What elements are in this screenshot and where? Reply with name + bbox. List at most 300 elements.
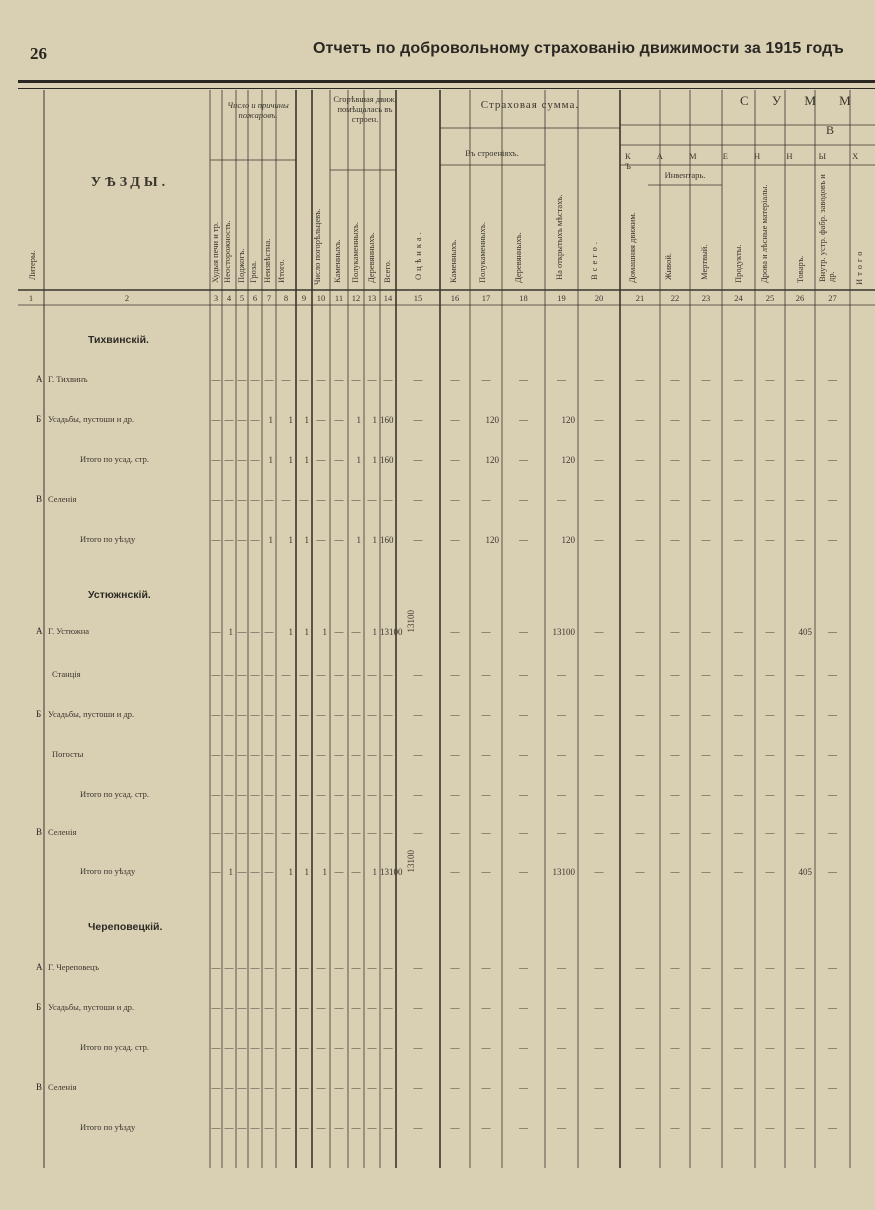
table-cell: 160 xyxy=(380,415,394,425)
row-label: Итого по усад. стр. xyxy=(80,789,150,799)
table-cell: — xyxy=(334,867,344,877)
table-cell: — xyxy=(635,963,645,973)
table-cell: — xyxy=(765,535,775,545)
header-fire-cause-4: Неизвѣстна. xyxy=(262,238,272,283)
table-cell: — xyxy=(211,790,221,800)
table-cell: 1 xyxy=(322,627,327,637)
column-number: 23 xyxy=(701,293,711,303)
table-cell: — xyxy=(316,455,326,465)
table-cell: — xyxy=(795,415,805,425)
table-cell: — xyxy=(701,710,711,720)
table-cell: — xyxy=(765,710,775,720)
table-cell: — xyxy=(334,535,344,545)
column-number: 20 xyxy=(594,293,604,303)
table-cell: — xyxy=(316,415,326,425)
table-cell: — xyxy=(450,415,460,425)
table-cell: — xyxy=(557,375,566,385)
table-cell: — xyxy=(635,1123,645,1133)
column-number: 15 xyxy=(413,293,423,303)
row-label: Г. Тихвинъ xyxy=(48,374,88,384)
table-cell: — xyxy=(670,495,680,505)
running-title: Отчетъ по добровольному страхованію движимости за 1915 годъ xyxy=(313,40,844,57)
row-label: Усадьбы, пустоши и др. xyxy=(48,414,135,424)
column-number: 13 xyxy=(367,293,377,303)
table-cell: — xyxy=(450,1083,460,1093)
table-cell: — xyxy=(334,627,344,637)
table-cell: — xyxy=(701,1043,711,1053)
row-letter: А xyxy=(36,626,43,636)
table-cell: — xyxy=(594,710,604,720)
table-cell: — xyxy=(413,535,423,545)
header-fire-cause-0: Худыя печи и тр. xyxy=(210,221,220,283)
header-fire-cause-5: Итого. xyxy=(276,259,286,283)
table-cell: — xyxy=(734,1003,743,1013)
table-cell: — xyxy=(670,455,680,465)
row-label: Селенія xyxy=(48,1082,77,1092)
table-cell: 13100 xyxy=(406,850,416,873)
table-cell: — xyxy=(450,1123,460,1133)
table-cell: — xyxy=(450,867,460,877)
table-cell: 1 xyxy=(288,535,293,545)
table-cell: — xyxy=(481,790,491,800)
table-cell: — xyxy=(635,1083,645,1093)
table-cell: — xyxy=(519,750,528,760)
table-cell: — xyxy=(557,1043,566,1053)
table-cell: — xyxy=(594,1043,604,1053)
table-cell: — xyxy=(701,627,711,637)
table-cell: — xyxy=(351,1043,361,1053)
table-cell: — xyxy=(299,963,309,973)
table-cell: — xyxy=(316,535,326,545)
table-cell: — xyxy=(383,750,393,760)
table-cell: — xyxy=(701,790,711,800)
table-cell: — xyxy=(367,670,377,680)
table-cell: — xyxy=(224,1043,234,1053)
table-cell: 1 xyxy=(304,455,309,465)
table-cell: — xyxy=(211,828,221,838)
table-cell: — xyxy=(250,455,260,465)
column-number: 2 xyxy=(124,293,130,303)
table-cell: — xyxy=(701,963,711,973)
table-cell: 13100 xyxy=(380,627,403,637)
table-cell: — xyxy=(519,535,528,545)
column-number: 4 xyxy=(226,293,232,303)
column-number: 8 xyxy=(283,293,289,303)
table-cell: — xyxy=(237,1083,247,1093)
column-number: 7 xyxy=(266,293,272,303)
header-products: Продукты. xyxy=(733,244,743,283)
table-cell: — xyxy=(635,828,645,838)
district-heading: Тихвинскій. xyxy=(88,334,149,346)
table-cell: — xyxy=(264,963,274,973)
column-number: 10 xyxy=(316,293,326,303)
table-cell: — xyxy=(413,1083,423,1093)
table-cell: — xyxy=(481,1043,491,1053)
table-cell: — xyxy=(299,1123,309,1133)
table-cell: — xyxy=(264,828,274,838)
table-cell: — xyxy=(795,535,805,545)
table-cell: — xyxy=(765,415,775,425)
table-cell: — xyxy=(635,495,645,505)
table-cell: — xyxy=(481,867,491,877)
table-cell: — xyxy=(224,455,234,465)
table-cell: — xyxy=(264,375,274,385)
table-cell: 1 xyxy=(372,627,377,637)
table-cell: — xyxy=(334,1003,344,1013)
table-cell: — xyxy=(734,670,743,680)
table-cell: — xyxy=(211,670,221,680)
table-cell: — xyxy=(224,375,234,385)
table-cell: — xyxy=(413,828,423,838)
table-cell: — xyxy=(734,1123,743,1133)
header-assessment: Оцѣнка. xyxy=(413,229,423,280)
header-uezdy: УѢЗДЫ. xyxy=(90,175,170,190)
table-cell: — xyxy=(734,1043,743,1053)
table-cell: — xyxy=(765,750,775,760)
table-cell: 405 xyxy=(798,627,812,637)
table-cell: — xyxy=(211,1043,221,1053)
table-cell: — xyxy=(557,495,566,505)
table-cell: 405 xyxy=(798,867,812,877)
column-number: 22 xyxy=(670,293,680,303)
table-cell: 120 xyxy=(485,455,499,465)
table-cell: — xyxy=(828,455,837,465)
table-cell: — xyxy=(828,1083,837,1093)
table-cell: 1 xyxy=(304,627,309,637)
column-number: 21 xyxy=(635,293,645,303)
table-cell: — xyxy=(367,750,377,760)
table-cell: — xyxy=(224,750,234,760)
table-cell: — xyxy=(828,750,837,760)
header-factory: Внутр. устр. фабр. заводовъ и др. xyxy=(817,174,836,282)
table-cell: — xyxy=(224,963,234,973)
table-cell: — xyxy=(635,790,645,800)
table-cell: — xyxy=(594,670,604,680)
table-cell: — xyxy=(734,963,743,973)
table-cell: — xyxy=(481,1123,491,1133)
table-cell: — xyxy=(635,750,645,760)
table-cell: — xyxy=(264,750,274,760)
table-cell: — xyxy=(237,963,247,973)
table-cell: — xyxy=(701,495,711,505)
table-cell: — xyxy=(519,495,528,505)
table-cell: 1 xyxy=(268,535,273,545)
table-cell: — xyxy=(383,495,393,505)
header-victims: Число погорѣльцевъ. xyxy=(312,208,322,285)
table-cell: — xyxy=(670,750,680,760)
table-cell: — xyxy=(250,790,260,800)
table-cell: — xyxy=(635,867,645,877)
table-cell: — xyxy=(670,415,680,425)
table-cell: — xyxy=(264,867,274,877)
table-cell: — xyxy=(281,1123,291,1133)
header-burnt-type-1: Полукаменныхъ. xyxy=(350,222,360,283)
table-cell: — xyxy=(519,627,528,637)
table-cell: — xyxy=(557,790,566,800)
header-open-places: На открытыхъ мѣстахъ. xyxy=(554,194,564,280)
table-cell: — xyxy=(264,1083,274,1093)
table-cell: — xyxy=(594,627,604,637)
table-cell: — xyxy=(351,627,361,637)
table-cell: 120 xyxy=(485,535,499,545)
table-cell: — xyxy=(701,670,711,680)
table-cell: — xyxy=(316,670,326,680)
row-label: Усадьбы, пустоши и др. xyxy=(48,709,135,719)
table-cell: — xyxy=(264,1003,274,1013)
table-cell: — xyxy=(734,627,743,637)
table-cell: — xyxy=(765,828,775,838)
header-inventory-dead: Мертвый. xyxy=(699,244,709,280)
table-cell: — xyxy=(224,535,234,545)
table-cell: — xyxy=(701,535,711,545)
table-cell: — xyxy=(670,963,680,973)
table-cell: — xyxy=(211,535,221,545)
column-number: 14 xyxy=(383,293,393,303)
table-cell: — xyxy=(413,455,423,465)
table-cell: — xyxy=(211,627,221,637)
header-fire-cause-1: Неосторожность. xyxy=(222,220,232,283)
table-cell: 1 xyxy=(228,867,233,877)
table-cell: 13100 xyxy=(552,627,575,637)
table-cell: — xyxy=(237,670,247,680)
table-cell: — xyxy=(281,828,291,838)
table-cell: — xyxy=(250,867,260,877)
table-cell: — xyxy=(519,828,528,838)
table-cell: — xyxy=(734,535,743,545)
column-number: 17 xyxy=(481,293,491,303)
table-cell: — xyxy=(765,670,775,680)
table-cell: — xyxy=(351,1123,361,1133)
table-cell: — xyxy=(450,1043,460,1053)
table-cell: — xyxy=(211,867,221,877)
table-cell: — xyxy=(450,495,460,505)
table-cell: — xyxy=(299,1043,309,1053)
table-cell: — xyxy=(828,828,837,838)
table-cell: — xyxy=(413,1043,423,1053)
table-cell: — xyxy=(519,1043,528,1053)
row-label: Итого по уѣзду xyxy=(80,534,136,544)
table-cell: — xyxy=(828,710,837,720)
header-building-type-1: Полукаменныхъ. xyxy=(477,222,487,283)
table-cell: — xyxy=(211,963,221,973)
table-cell: — xyxy=(795,375,805,385)
table-cell: — xyxy=(519,1123,528,1133)
table-cell: — xyxy=(828,495,837,505)
table-cell: — xyxy=(450,535,460,545)
table-cell: — xyxy=(351,867,361,877)
table-cell: — xyxy=(519,375,528,385)
table-cell: — xyxy=(237,627,247,637)
column-number: 3 xyxy=(213,293,219,303)
row-letter: Б xyxy=(36,1002,42,1012)
table-cell: — xyxy=(367,790,377,800)
table-cell: 1 xyxy=(288,867,293,877)
row-label: Г. Устюжна xyxy=(48,626,90,636)
table-cell: — xyxy=(557,710,566,720)
table-cell: — xyxy=(367,1003,377,1013)
table-cell: — xyxy=(367,1043,377,1053)
column-number: 6 xyxy=(252,293,258,303)
table-cell: — xyxy=(334,495,344,505)
column-number: 27 xyxy=(828,293,837,303)
table-cell: — xyxy=(635,670,645,680)
table-cell: — xyxy=(670,1003,680,1013)
table-cell: — xyxy=(211,495,221,505)
table-cell: — xyxy=(635,627,645,637)
row-letter: Б xyxy=(36,414,42,424)
row-label: Погосты xyxy=(52,749,84,759)
table-cell: — xyxy=(211,415,221,425)
table-cell: — xyxy=(367,828,377,838)
row-letter: А xyxy=(36,374,43,384)
column-number: 24 xyxy=(734,293,743,303)
column-number: 9 xyxy=(301,293,307,303)
table-cell: — xyxy=(795,670,805,680)
table-cell: — xyxy=(281,670,291,680)
table-cell: — xyxy=(481,627,491,637)
table-cell: — xyxy=(765,1083,775,1093)
row-label: Станція xyxy=(52,669,81,679)
table-cell: — xyxy=(250,828,260,838)
row-label: Селенія xyxy=(48,494,77,504)
header-inventory: Инвентарь. xyxy=(664,170,706,180)
table-cell: — xyxy=(701,455,711,465)
table-cell: — xyxy=(281,963,291,973)
table-cell: — xyxy=(519,670,528,680)
table-cell: — xyxy=(316,963,326,973)
table-cell: — xyxy=(383,828,393,838)
table-cell: — xyxy=(481,828,491,838)
header-inventory-live: Живой. xyxy=(663,252,673,280)
table-cell: 1 xyxy=(356,535,361,545)
column-number: 11 xyxy=(334,293,344,303)
table-cell: — xyxy=(594,750,604,760)
table-cell: — xyxy=(828,670,837,680)
table-cell: — xyxy=(413,963,423,973)
table-cell: — xyxy=(795,1123,805,1133)
table-cell: — xyxy=(701,375,711,385)
table-cell: — xyxy=(334,375,344,385)
table-cell: — xyxy=(594,790,604,800)
table-cell: — xyxy=(250,670,260,680)
table-cell: — xyxy=(828,375,837,385)
table-cell: — xyxy=(734,455,743,465)
column-number: 1 xyxy=(28,293,34,303)
table-cell: — xyxy=(237,495,247,505)
table-cell: — xyxy=(250,1003,260,1013)
table-cell: — xyxy=(519,867,528,877)
table-cell: — xyxy=(237,867,247,877)
table-cell: — xyxy=(635,415,645,425)
table-cell: — xyxy=(299,375,309,385)
header-fire-cause-3: Гроза. xyxy=(248,260,258,283)
header-total: Всего. xyxy=(589,239,599,280)
table-cell: — xyxy=(334,790,344,800)
table-cell: 1 xyxy=(372,415,377,425)
table-cell: — xyxy=(765,963,775,973)
table-cell: — xyxy=(351,963,361,973)
table-cell: — xyxy=(795,710,805,720)
table-cell: — xyxy=(299,790,309,800)
table-cell: — xyxy=(450,710,460,720)
row-label: Итого по уѣзду xyxy=(80,866,136,876)
table-cell: — xyxy=(211,375,221,385)
table-cell: 120 xyxy=(561,535,575,545)
table-cell: — xyxy=(519,710,528,720)
table-cell: — xyxy=(795,790,805,800)
table-cell: — xyxy=(367,1123,377,1133)
table-cell: — xyxy=(701,1123,711,1133)
table-cell: — xyxy=(211,710,221,720)
header-building-type-0: Каменныхъ. xyxy=(448,239,458,283)
table-cell: 1 xyxy=(304,535,309,545)
table-cell: — xyxy=(670,1123,680,1133)
table-cell: — xyxy=(334,455,344,465)
table-cell: — xyxy=(237,1043,247,1053)
table-cell: — xyxy=(250,1043,260,1053)
table-cell: — xyxy=(701,867,711,877)
table-cell: — xyxy=(316,375,326,385)
table-cell: — xyxy=(334,1043,344,1053)
table-cell: — xyxy=(211,1003,221,1013)
table-cell: — xyxy=(557,750,566,760)
table-cell: 1 xyxy=(372,535,377,545)
table-cell: — xyxy=(670,670,680,680)
table-cell: 1 xyxy=(356,455,361,465)
row-letter: В xyxy=(36,827,43,837)
table-cell: — xyxy=(250,750,260,760)
table-cell: — xyxy=(211,1123,221,1133)
table-cell: — xyxy=(635,375,645,385)
table-cell: — xyxy=(299,495,309,505)
table-cell: — xyxy=(250,495,260,505)
table-cell: — xyxy=(795,750,805,760)
header-itogo: Итого xyxy=(854,248,864,285)
table-cell: — xyxy=(734,1083,743,1093)
table-cell: — xyxy=(795,828,805,838)
table-cell: — xyxy=(281,710,291,720)
table-cell: — xyxy=(334,1083,344,1093)
table-cell: — xyxy=(211,750,221,760)
table-cell: — xyxy=(795,1043,805,1053)
table-cell: — xyxy=(734,750,743,760)
table-cell: — xyxy=(237,455,247,465)
table-cell: — xyxy=(519,1083,528,1093)
table-cell: — xyxy=(351,750,361,760)
table-cell: — xyxy=(281,495,291,505)
table-cell: — xyxy=(481,710,491,720)
table-cell: 13100 xyxy=(380,867,403,877)
table-cell: — xyxy=(264,710,274,720)
table-cell: — xyxy=(334,1123,344,1133)
table-cell: — xyxy=(413,375,423,385)
header-burnt-type-0: Каменныхъ. xyxy=(332,239,342,283)
table-cell: — xyxy=(250,710,260,720)
row-letter: В xyxy=(36,1082,43,1092)
table-cell: — xyxy=(594,495,604,505)
row-label: Итого по уѣзду xyxy=(80,1122,136,1132)
table-cell: — xyxy=(635,535,645,545)
table-cell: — xyxy=(351,375,361,385)
table-cell: — xyxy=(316,1003,326,1013)
table-cell: — xyxy=(264,495,274,505)
table-cell: — xyxy=(224,828,234,838)
table-cell: — xyxy=(351,828,361,838)
table-cell: — xyxy=(594,828,604,838)
table-cell: — xyxy=(765,375,775,385)
table-cell: — xyxy=(413,750,423,760)
table-cell: — xyxy=(237,750,247,760)
